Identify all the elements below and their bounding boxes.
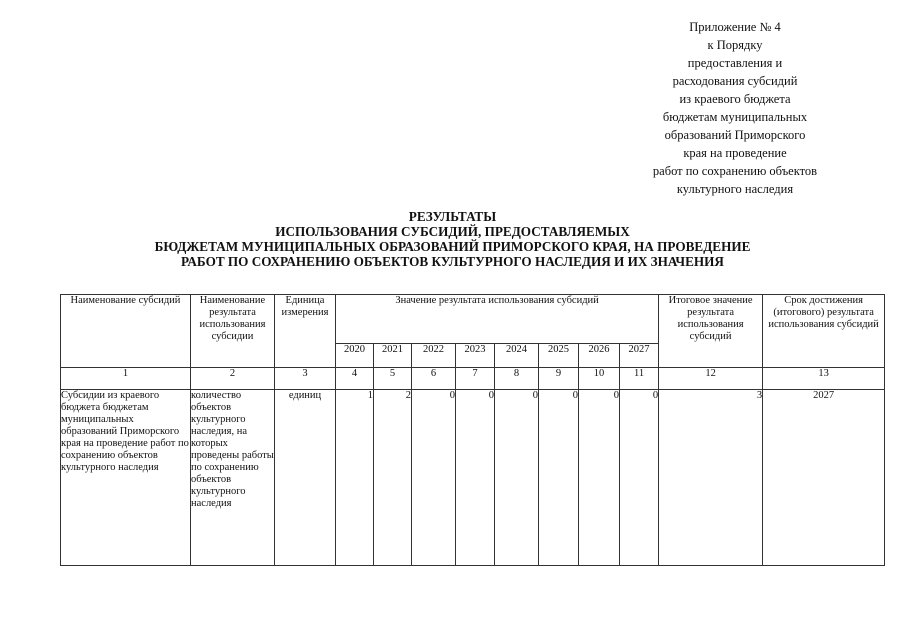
appendix-line: бюджетам муниципальных	[662, 110, 808, 124]
appendix-line: к Порядку	[707, 38, 763, 52]
header-subsidy-name: Наименование субсидий	[61, 295, 191, 368]
column-number: 6	[412, 368, 456, 390]
header-result-name: Наименование результата использования субсидии	[191, 295, 275, 368]
column-number: 7	[456, 368, 495, 390]
column-number: 1	[61, 368, 191, 390]
column-number: 13	[763, 368, 885, 390]
header-deadline: Срок достижения (итогового) результата использования субсидий	[763, 295, 885, 368]
column-number: 5	[374, 368, 412, 390]
column-number: 12	[659, 368, 763, 390]
title-line: БЮДЖЕТАМ МУНИЦИПАЛЬНЫХ ОБРАЗОВАНИЙ ПРИМОРСКОГО КРАЯ, НА ПРОВЕДЕНИЕ	[154, 239, 751, 254]
column-number: 10	[579, 368, 620, 390]
table-row	[61, 390, 885, 566]
appendix-note	[600, 18, 870, 198]
appendix-line: из краевого бюджета	[679, 92, 791, 106]
deadline-cell: 2027	[763, 390, 885, 566]
header-unit: Единица измерения	[275, 295, 336, 368]
value-cell-2021: 2	[374, 390, 412, 566]
appendix-line: края на проведение	[683, 146, 787, 160]
appendix-line: культурного наследия	[676, 182, 794, 196]
unit-cell: единиц	[275, 390, 336, 566]
results-table	[60, 294, 885, 566]
header-values-group: Значение результата использования субсидий	[336, 295, 659, 344]
year-header: 2022	[412, 344, 456, 368]
column-number: 3	[275, 368, 336, 390]
title-line: РЕЗУЛЬТАТЫ	[408, 209, 497, 224]
column-number: 2	[191, 368, 275, 390]
value-cell-2026: 0	[579, 390, 620, 566]
document-title	[0, 209, 905, 269]
column-number-row	[61, 368, 885, 390]
value-cell-2027: 0	[620, 390, 659, 566]
value-cell-2025: 0	[539, 390, 579, 566]
title-line: ИСПОЛЬЗОВАНИЯ СУБСИДИЙ, ПРЕДОСТАВЛЯЕМЫХ	[275, 224, 630, 239]
column-number: 9	[539, 368, 579, 390]
appendix-line: предоставления и	[687, 56, 783, 70]
appendix-line: образований Приморского	[664, 128, 806, 142]
year-header: 2023	[456, 344, 495, 368]
value-cell-2022: 0	[412, 390, 456, 566]
year-header: 2021	[374, 344, 412, 368]
final-value-cell: 3	[659, 390, 763, 566]
appendix-line: расходования субсидий	[672, 74, 798, 88]
appendix-line: работ по сохранению объектов	[652, 164, 818, 178]
header-final-value: Итоговое значение результата использования субсидий	[659, 295, 763, 368]
column-number: 4	[336, 368, 374, 390]
value-cell-2023: 0	[456, 390, 495, 566]
title-line: РАБОТ ПО СОХРАНЕНИЮ ОБЪЕКТОВ КУЛЬТУРНОГО НАСЛЕДИЯ И ИХ ЗНАЧЕНИЯ	[181, 254, 724, 269]
value-cell-2020: 1	[336, 390, 374, 566]
result-cell: количество объектов культурного наследия, на которых проведены работы по сохранению объектов культурного наследия	[191, 390, 275, 566]
column-number: 11	[620, 368, 659, 390]
appendix-line: Приложение № 4	[689, 20, 781, 34]
column-number: 8	[495, 368, 539, 390]
year-header: 2025	[539, 344, 579, 368]
subsidy-cell: Субсидии из краевого бюджета бюджетам муниципальных образований Приморского края на проведение работ по сохранению объектов культурного наследия	[61, 390, 191, 566]
year-header: 2024	[495, 344, 539, 368]
year-header: 2027	[620, 344, 659, 368]
value-cell-2024: 0	[495, 390, 539, 566]
year-header: 2020	[336, 344, 374, 368]
year-header: 2026	[579, 344, 620, 368]
